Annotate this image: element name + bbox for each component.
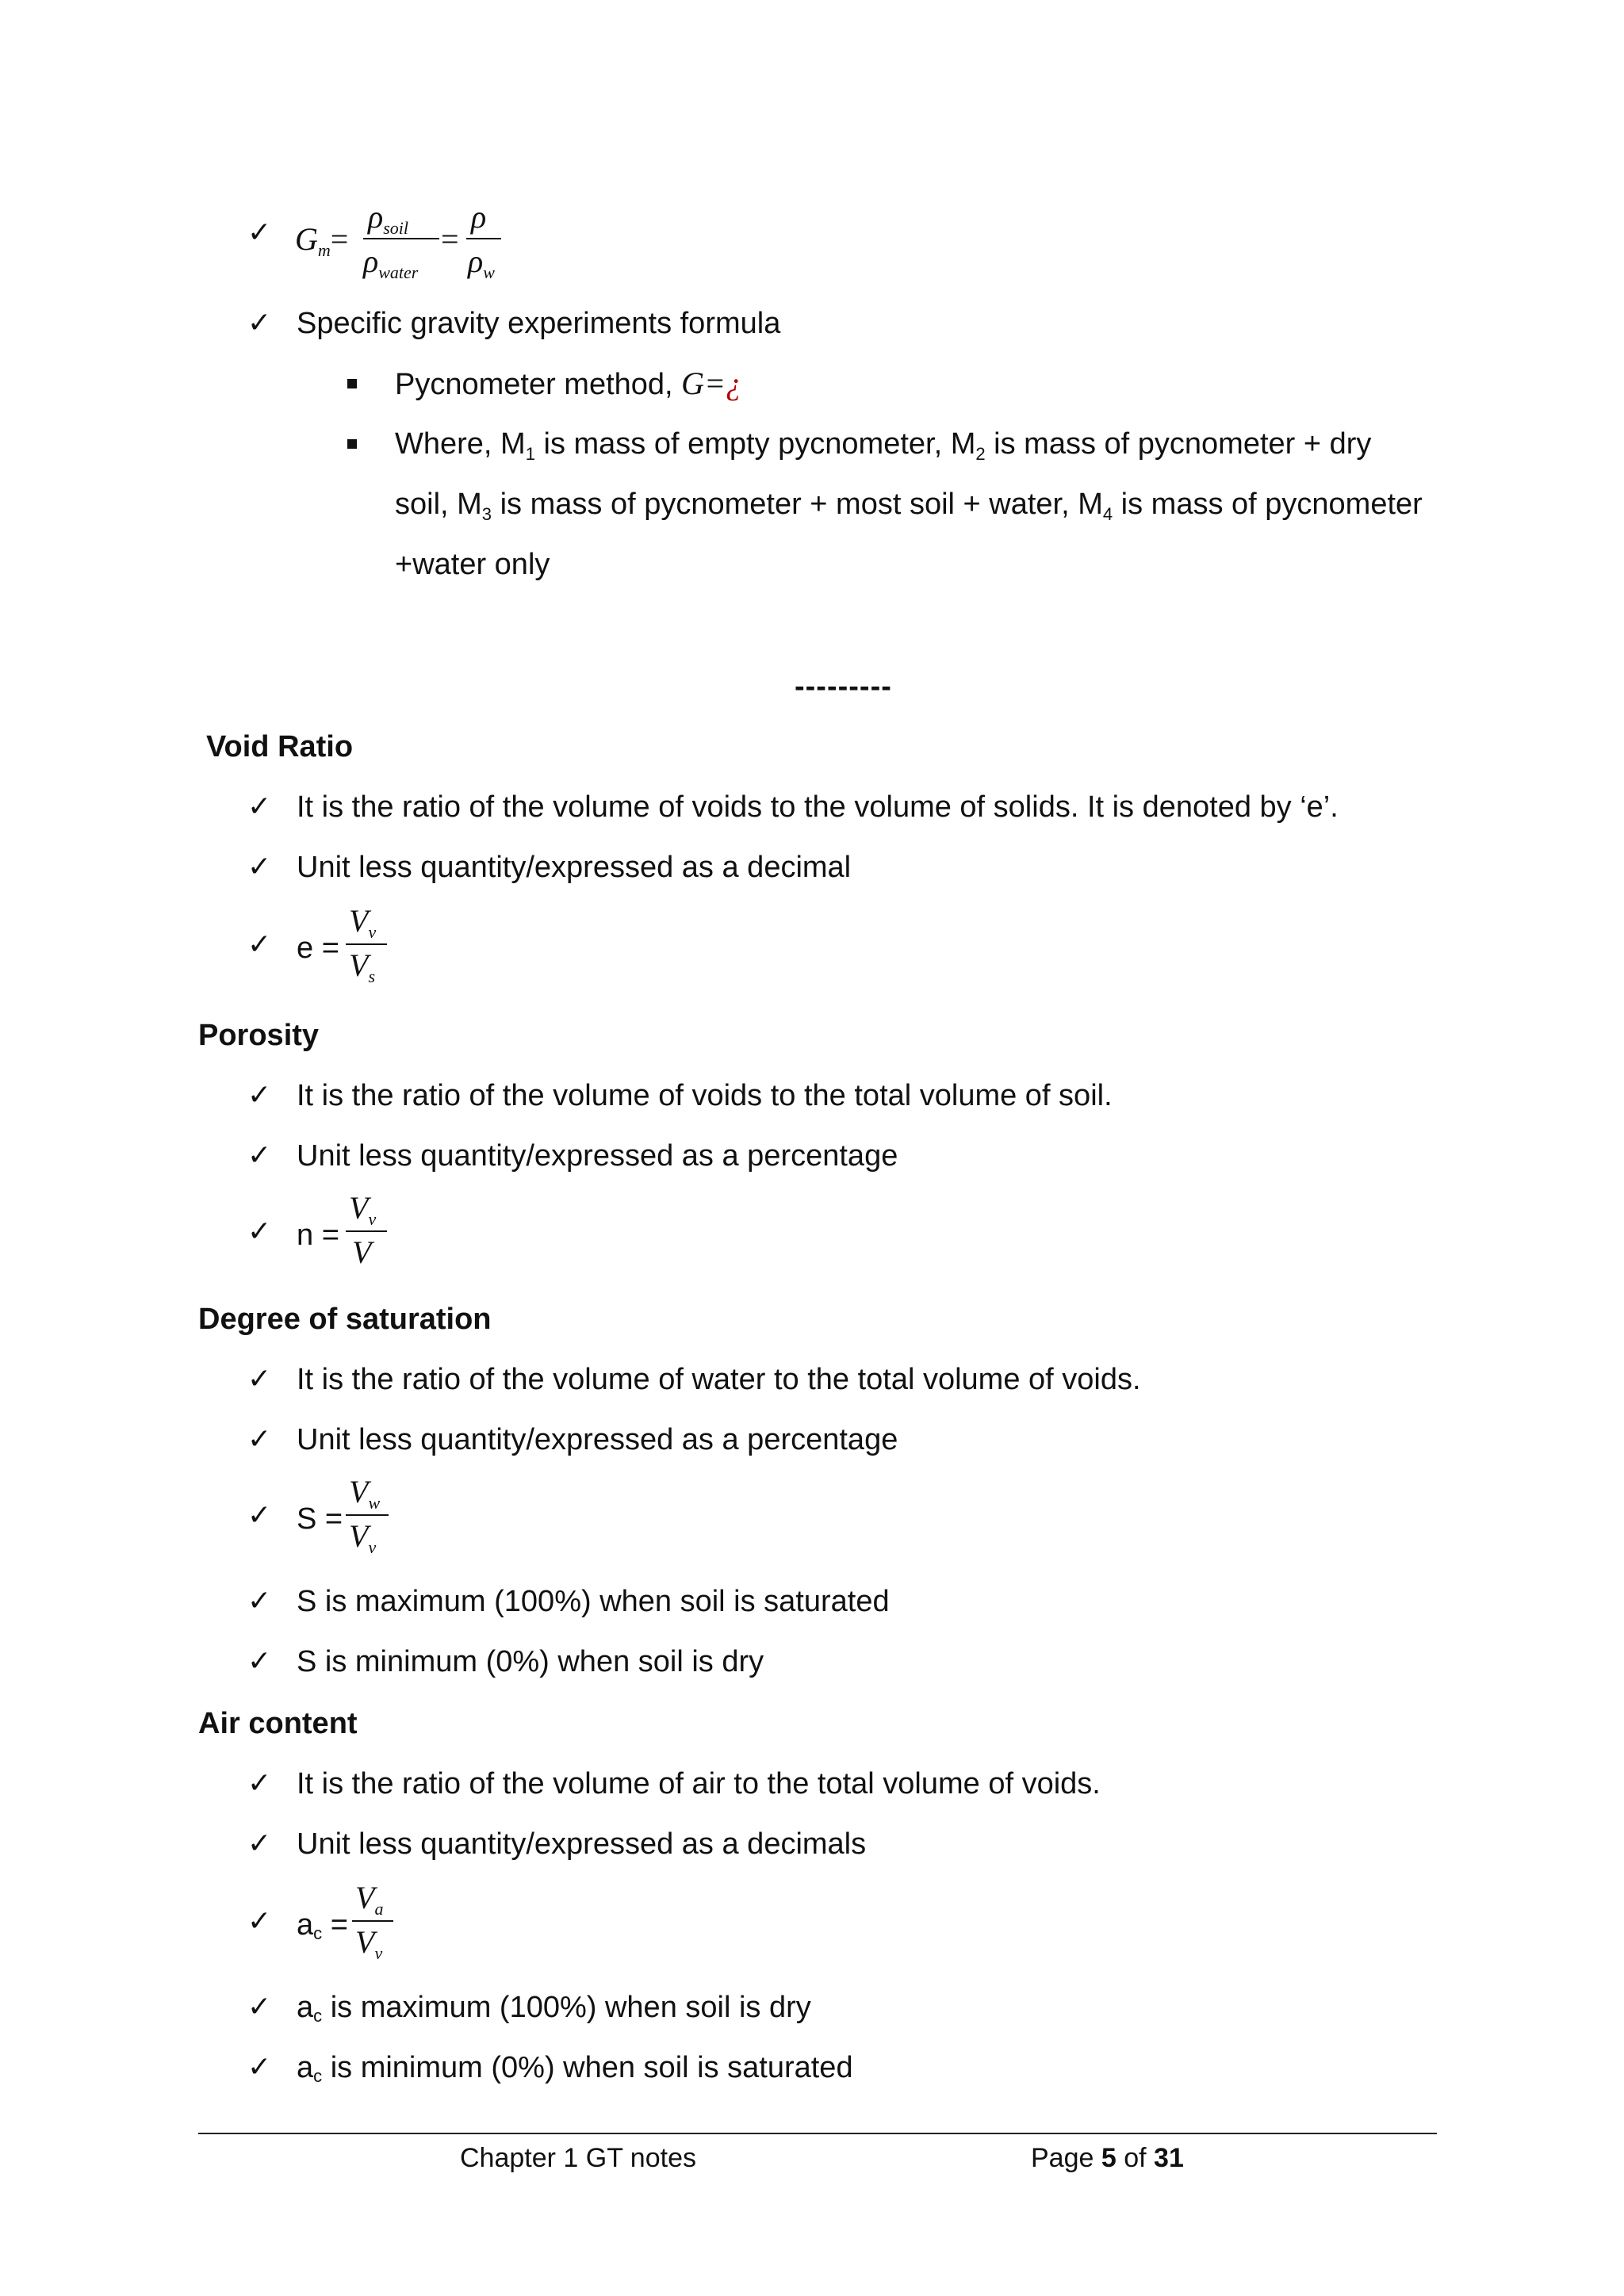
check-icon: ✓ <box>247 790 272 823</box>
heading-porosity: Porosity <box>198 1019 320 1052</box>
square-bullet-icon <box>347 379 357 388</box>
check-icon: ✓ <box>247 1423 272 1456</box>
numerator: $V_v$ <box>349 1190 377 1229</box>
check-icon: ✓ <box>247 2051 272 2084</box>
footer-page-number: Page 5 of 31 <box>1031 2143 1184 2173</box>
check-icon: ✓ <box>247 1215 272 1248</box>
gm-num1: $\rho_{soil}$ <box>368 199 408 238</box>
footer-chapter: Chapter 1 GT notes <box>460 2143 696 2173</box>
check-icon: ✓ <box>247 1645 272 1678</box>
check-icon: ✓ <box>247 1585 272 1617</box>
check-icon: ✓ <box>247 1499 272 1532</box>
check-icon: ✓ <box>247 1991 272 2023</box>
saturation-item-4: S is minimum (0%) when soil is dry <box>297 1645 764 1678</box>
check-icon: ✓ <box>247 216 272 249</box>
check-icon: ✓ <box>247 928 272 961</box>
denominator: V <box>352 1234 372 1270</box>
gm-lhs: $G_m=$ <box>295 221 349 260</box>
void-ratio-item-2: Unit less quantity/expressed as a decimal <box>297 851 852 884</box>
gm-formula <box>295 190 533 285</box>
gm-den2: $\rho_w$ <box>468 243 495 282</box>
air-content-fraction <box>352 1881 408 1968</box>
fraction-bar <box>346 1514 389 1516</box>
porosity-item-2: Unit less quantity/expressed as a percentage <box>297 1139 898 1173</box>
gm-eq2: = <box>441 221 459 257</box>
air-content-item-4: ac is minimum (0%) when soil is saturated <box>297 2051 853 2086</box>
check-icon: ✓ <box>247 1905 272 1938</box>
denominator: $V_v$ <box>355 1924 383 1963</box>
gm-num2: ρ <box>471 199 487 235</box>
numerator: $V_a$ <box>355 1880 384 1919</box>
fraction-bar <box>466 238 501 239</box>
pycnometer-line: Pycnometer method, G=¿ <box>395 365 742 401</box>
porosity-fraction <box>346 1191 401 1278</box>
saturation-item-2: Unit less quantity/expressed as a percentage <box>297 1423 898 1456</box>
air-content-item-1: It is the ratio of the volume of air to the total volume of voids. <box>297 1767 1101 1800</box>
saturation-item-1: It is the ratio of the volume of water to the total volume of voids. <box>297 1363 1141 1396</box>
fraction-bar <box>346 1230 387 1232</box>
fraction-bar <box>363 238 439 239</box>
void-ratio-item-1: It is the ratio of the volume of voids to the volume of solids. It is denoted by ‘e’. <box>297 790 1339 824</box>
numerator: $V_v$ <box>349 903 377 942</box>
square-bullet-icon <box>347 439 357 449</box>
check-icon: ✓ <box>247 851 272 883</box>
footer-rule <box>198 2133 1437 2134</box>
porosity-formula-lhs: n = <box>297 1219 339 1252</box>
gm-den1: $\rho_{water}$ <box>363 243 419 282</box>
check-icon: ✓ <box>247 1363 272 1395</box>
check-icon: ✓ <box>247 1767 272 1800</box>
denominator: $V_v$ <box>349 1518 377 1557</box>
fraction-bar <box>346 943 387 945</box>
air-content-item-3: ac is maximum (100%) when soil is dry <box>297 1991 811 2026</box>
where-line-3: +water only <box>395 548 550 581</box>
fraction-bar <box>352 1920 393 1922</box>
porosity-item-1: It is the ratio of the volume of voids to the total volume of soil. <box>297 1079 1113 1112</box>
check-icon: ✓ <box>247 1139 272 1172</box>
check-icon: ✓ <box>247 1079 272 1112</box>
check-icon: ✓ <box>247 1827 272 1860</box>
heading-air-content: Air content <box>198 1707 358 1740</box>
section-divider: --------- <box>795 670 892 703</box>
saturation-item-3: S is maximum (100%) when soil is saturated <box>297 1585 890 1618</box>
check-icon: ✓ <box>247 307 272 339</box>
saturation-fraction <box>346 1475 401 1562</box>
where-line-1: Where, $M_1$ is mass of empty pycnometer, $M_2$ is mass of pycnometer + dry <box>395 427 1372 464</box>
denominator: $V_s$ <box>349 947 375 986</box>
air-content-formula-lhs: ac = <box>297 1908 348 1943</box>
void-ratio-fraction <box>346 904 401 991</box>
heading-void-ratio: Void Ratio <box>206 730 354 763</box>
specific-gravity-title: Specific gravity experiments formula <box>297 307 781 340</box>
heading-degree-of-saturation: Degree of saturation <box>198 1303 492 1336</box>
void-ratio-formula-lhs: e = <box>297 932 339 965</box>
saturation-formula-lhs: S = <box>297 1502 343 1536</box>
numerator: $V_w$ <box>349 1474 381 1513</box>
where-line-2: soil, $M_3$ is mass of pycnometer + most soil + water, $M_4$ is mass of pycnometer <box>395 488 1423 524</box>
air-content-item-2: Unit less quantity/expressed as a decimals <box>297 1827 867 1861</box>
